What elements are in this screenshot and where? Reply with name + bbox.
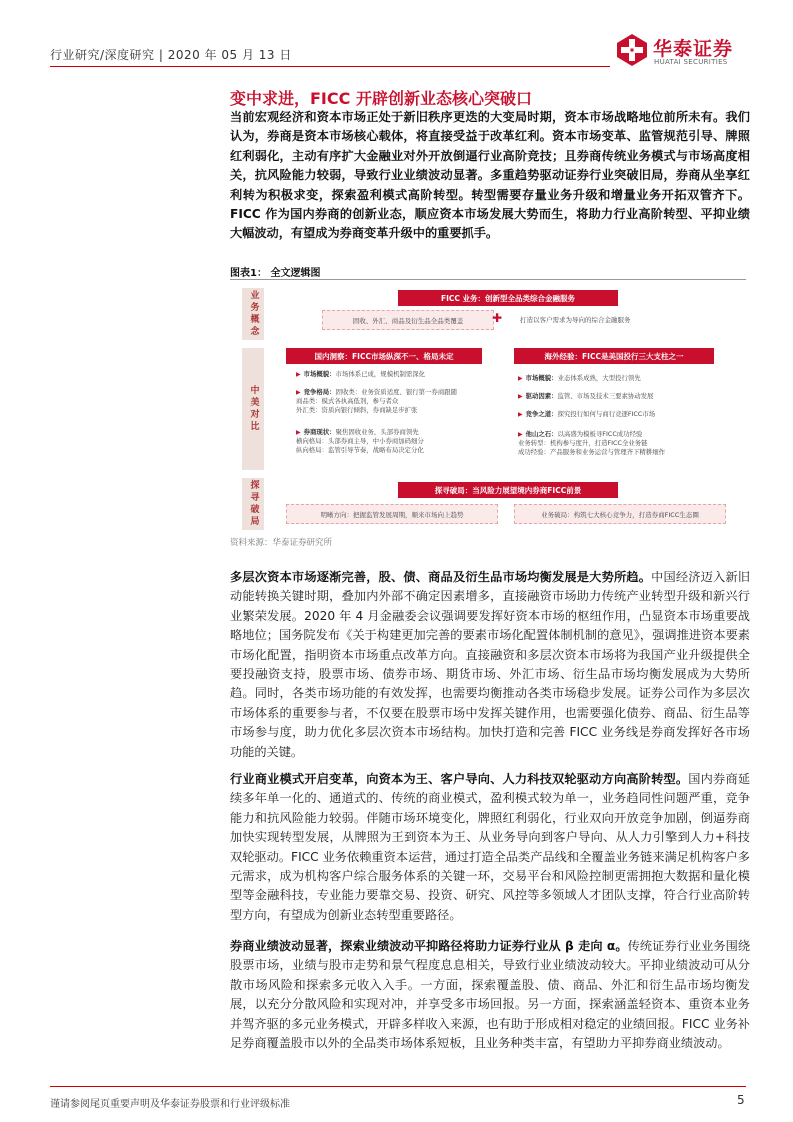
concept-right-text: 打造以客户需求为导向的综合金融服务 [520,316,631,324]
logic-diagram [230,282,746,534]
triangle-icon: ▶ [296,389,301,396]
breakout-bar: 探寻破局：当风险力展望境内券商FICC前景 [398,482,618,498]
overseas-bar: 海外经验：FICC是美国投行三大支柱之一 [514,348,714,364]
figure-source: 资料来源：华泰证券研究所 [230,538,333,548]
report-header-text: 行业研究/深度研究 | 2020 年 05 月 13 日 [50,48,292,62]
domestic-bar: 国内洞察：FICC市场纵深不一、格局未定 [286,348,482,364]
overseas-panel [514,368,724,468]
triangle-icon: ▶ [518,393,523,400]
figure-caption: 图表1： 全文逻辑图 [230,268,321,279]
overseas-row-drivers: ▶ 驱动因素：监管、市场及技术三要素协动发展 [518,392,654,400]
header-divider [50,66,610,67]
breakout-right-box: 业务破局：构筑七大核心竞争力，打造券商FICC生态圈 [514,504,726,524]
triangle-icon: ▶ [518,411,523,418]
triangle-icon: ▶ [296,429,301,436]
domestic-row-market: ▶ 市场概貌：市场体系已成，规模机制需深化 [296,370,426,378]
page-number: 5 [737,1093,745,1107]
concept-bar: FICC 业务：创新型全品类综合金融服务 [398,290,618,306]
paragraph-business-model: 行业商业模式开启变革，向资本为王、客户导向、人力科技双轮驱动方向高阶转型。国内券商延续多年单一化的、通道式的、传统的商业模式，盈利模式较为单一，业务趋同性问题严重，竞争能力和抗风险能力较弱。伴随市场环境变化，牌照红利弱化，行业双向开放竞争加剧，倒逼券商加快实现转型发展，从牌照为王到资本为王、从业务导向到客户导向、从人力引擎到人力+科技双轮驱动。FICC 业务依赖重资本运营，通过打造全品类产品线和全覆盖业务链来满足机构客户多元需求，成为机构客户综合服务体系的关键一环，交易平台和风险控制更需拥抱大数据和量化模型等金融科技，专业能力要靠交易、投资、研究、风控等多领域人才团队支撑，符合行业高阶转型方向，有望成为创新业态转型重要路径。 [230,772,751,922]
section-intro: 当前宏观经济和资本市场正处于新旧秩序更迭的大变局时期，资本市场战略地位前所未有。我们认为，券商是资本市场核心载体，将直接受益于改革红利。资本市场变革、监管规范引导、牌照红利弱化，主动有序扩大金融业对外开放倒逼行业高阶竞技；且券商传统业务模式与市场高度相关，抗风险能力较弱，导致行业业绩波动显著。多重趋势驱动证券行业突破旧局，券商从坐享红利转为积极求变，探索盈利模式高阶转型。转型需要存量业务升级和增量业务开拓双管齐下。FICC 作为国内券商的创新业态，顺应资本市场发展大势而生，将助力行业高阶转型、平抑业绩大幅波动，有望成为券商变革升级中的重要抓手。 [230,110,750,241]
domestic-row-brokers: ▶ 券商现状：聚焦固收业务，头部券商领先 横向格局：头部券商主导，中小券商加码细分 纵向格局：监管引导节奏，战略布局决定分化 [296,428,424,454]
plus-icon: ✚ [492,311,503,325]
triangle-icon: ▶ [296,371,301,378]
domestic-row-competition: ▶ 竞争格局：固收类：业务资质适度、银行第一券商跟随 商品类：模式各执高低剂，参与者众 外汇类：资质向银行倾斜，券商缺足步扩张 [296,388,457,414]
overseas-row-competition: ▶ 竞争之道：探究投行如何与商行竞逐FICC市场 [518,410,656,418]
logo-chinese-name: 华泰证券 [653,38,734,60]
domestic-panel [286,368,486,468]
paragraph-multi-level-market: 多层次资本市场逐渐完善，股、债、商品及衍生品市场均衡发展是大势所趋。中国经济迈入新旧动能转换关键时期，叠加内外部不确定因素增多，直接融资市场助力传统产业转型升级和新兴行业繁荣发展。2020 年 4 月金融委会议强调要发挥好资本市场的枢纽作用，凸显资本市场重要战略地位；国务院发布《关于构建更加完善的要素市场化配置体制机制的意见》，强调推进资本要素市场化配置，指明资本市场重点改革方向。直接融资和多层次资本市场将为我国产业升级提供全要投融资支持，股票市场、债券市场、期货市场、外汇市场、衍生品市场均衡发展成为大势所趋。同时，各类市场功能的有效发挥，也需要均衡推动各类市场稳步发展。证券公司作为多层次市场体系的重要参与者，不仅要在股票市场中发挥关键作用，也需要强化债券、商品、衍生品等市场参与度，助力优化多层次资本市场结构。加快打造和完善 FICC 业务线是券商发挥好各市场功能的关键。 [230,570,751,759]
figure-rule [230,279,746,280]
huatai-logo-icon [617,34,647,66]
overseas-row-lessons: ▶ 他山之石：以高盛为模板寻FICC成功经验 业务转型：机构参与度升，打造FICC全业务链 成功经验：产品服务和业务运营与管理齐下精耕细作 [518,430,665,456]
concept-left-box: 固收、外汇、商品及衍生品全品类覆盖 [322,310,494,330]
footer-disclaimer: 谨请参阅尾页重要声明及华泰证券股票和行业评级标准 [50,1099,290,1110]
footer-divider [50,1086,746,1087]
triangle-icon: ▶ [518,375,523,382]
overseas-row-market: ▶ 市场概貌：业态体系成熟，大型投行领先 [518,374,641,382]
tab-sino-us-comparison: 中美对比 [242,348,264,470]
paragraph-earnings-volatility: 券商业绩波动显著，探索业绩波动平抑路径将助力证券行业从 β 走向 α。传统证券行业业务围绕股票市场，业绩与股市走势和景气程度息息相关，导致行业业绩波动较大。平抑业绩波动可从分散市场风险和探索多元收入入手。一方面，探索覆盖股、债、商品、外汇和衍生品市场均衡发展，以充分分散风险和实现对冲，并享受多市场回报。另一方面，探索涵盖轻资本、重资本业务并驾齐驱的多元业务模式，开辟多样收入来源，也有助于形成相对稳定的业绩回报。FICC 业务补足券商覆盖股市以外的全品类市场体系短板，且业务种类丰富，有望助力平抑券商业绩波动。 [230,939,751,1051]
section-title: 变中求进，FICC 开辟创新业态核心突破口 [230,89,532,108]
breakout-left-box: 明晰方向：把握监管发展周期，顺来市场向上趋势 [286,504,498,524]
tab-business-concept: 业务概念 [242,288,264,340]
tab-breakout: 探寻破局 [242,478,264,530]
company-logo [617,34,747,70]
triangle-icon: ▶ [518,431,523,438]
logo-english-name: HUATAI SECURITIES [654,58,728,66]
